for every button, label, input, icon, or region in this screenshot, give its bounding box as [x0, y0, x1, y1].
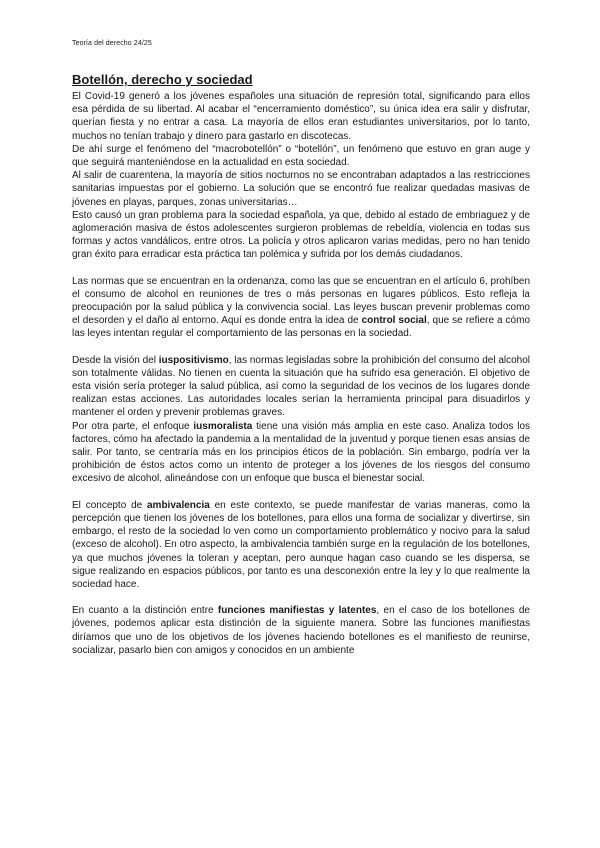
bold-term-iuspositivismo: iuspositivismo: [158, 354, 229, 366]
paragraph-text: tiene una visión más amplia en este caso. Analiza todos los factores, cómo ha afectado la pandemia a la mentalidad de la juventud y porque tienen esas ansias de salir. Por tanto, se centraría más en los principios éticos de la población. Sin embargo, podría ver la prohibición de éstos actos como un intento de proteger a los jóvenes de los riesgos del consumo excesivo de alcohol, alineándose con un enfoque que busca el bienestar social.: [72, 420, 531, 485]
paragraph-ambivalencia: [72, 499, 530, 591]
bold-term-ambivalencia: ambivalencia: [147, 499, 210, 511]
paragraph-control-social: [72, 275, 530, 341]
document-title: Botellón, derecho y sociedad: [72, 72, 253, 87]
bold-term-control-social: control social: [361, 315, 427, 327]
paragraph-quarantine: Al salir de cuarentena, la mayoría de sitios nocturnos no se encontraban adaptados a las restricciones sanitarias impuestas por el gobierno. La solución que se encontró fue realizar quedadas masivas de jóvenes en playas, parques, zonas universitarias…: [72, 170, 530, 208]
paragraph-text: Las normas que se encuentran en la ordenanza, como las que se encuentran en el artículo 6, prohíben el consumo de alcohol en reuniones de tres o más personas en lugares públicos. Esto refleja la preocupación por la salud pública y la convivencia social. Las leyes buscan prevenir problemas como el desorden y el daño al entorno. Aquí es donde entra la idea de: [72, 275, 530, 327]
document-body: [72, 72, 530, 657]
paragraph-text: Por otra parte, el enfoque: [72, 420, 194, 432]
paragraph-funciones: [72, 604, 530, 657]
bold-term-iusmoralista: iusmoralista: [193, 420, 253, 432]
paragraph-text: , las normas legisladas sobre la prohibición del consumo del alcohol son totalmente válidas. No tienen en cuenta la situación que ha sufrido esa generación. El objetivo de esta visión sería proteger la salud pública, así como la seguridad de los vecinos de los lugares donde realizan estas acciones. Las autoridades locales serían la herramienta principal para disuadirlos y mantener el orden y prevenir problemas graves.: [72, 354, 531, 419]
paragraph-iuspositivismo: [72, 354, 530, 420]
paragraph-problem: Esto causó un gran problema para la sociedad española, ya que, debido al estado de embriaguez y de aglomeración masiva de éstos adolescentes surgieron problemas de rebeldía, violencia en todas sus formas y actos vandálicos, entre otros. La policía y otros aplicaron varias medidas, pero no han tenido gran éxito para erradicar esta práctica tan polémica y sufrida por los demás ciudadanos.: [72, 209, 530, 261]
paragraph-text: , que se refiere a cómo las leyes intentan regular el comportamiento de las personas en la sociedad.: [72, 315, 531, 340]
paragraph-text: El concepto de: [72, 499, 147, 511]
paragraph-botellon-origin: De ahí surge el fenómeno del “macrobotellón” o “botellón”, un fenómeno que estuvo en gran auge y que seguirá manteniéndose en la actualidad en esta sociedad.: [72, 143, 530, 169]
paragraph-iusmoralista: [72, 420, 530, 486]
paragraph-covid: El Covid-19 generó a los jóvenes españoles una situación de represión total, significando para ellos esa pérdida de su libertad. Al acabar el “encerramiento doméstico”, su única idea era salir y disfrutar, querían fiesta y no entrar a casa. La mayoría de ellos eran estudiantes universitarios, por lo tanto, muchos no tenían trabajo y dinero para gastarlo en discotecas.: [72, 91, 530, 142]
paragraph-text: , en el caso de los botellones de jóvenes, podemos aplicar esta distinción de la siguiente manera. Sobre las funciones manifiestas diríamos que uno de los objetivos de los jóvenes haciendo botellones es el manifiesto de reunirse, socializar, pasarlo bien con amigos y conocidos en un ambiente: [72, 605, 530, 656]
paragraph-text: en este contexto, se puede manifestar de varias maneras, como la percepción que tienen los jóvenes de los botellones, para ellos una forma de socializar y divertirse, sin embargo, el resto de la sociedad lo ven como un comportamiento problemático y nocivo para la salud (exceso de alcohol). En otro aspecto, la ambivalencia también surge en la regulación de los botellones, ya que muchos jóvenes la toleran y aceptan, pero aunque hagan caso cuando se les dispersa, se sigue realizando en espacios públicos, por tanto es una desconexión entre la ley y lo que realmente la sociedad hace.: [72, 499, 530, 590]
page-header: Teoría del derecho 24/25: [72, 40, 152, 47]
bold-term-funciones: funciones manifiestas y latentes: [217, 605, 377, 617]
paragraph-text: En cuanto a la distinción entre: [72, 605, 218, 617]
paragraph-text: Desde la visión del: [72, 354, 159, 366]
